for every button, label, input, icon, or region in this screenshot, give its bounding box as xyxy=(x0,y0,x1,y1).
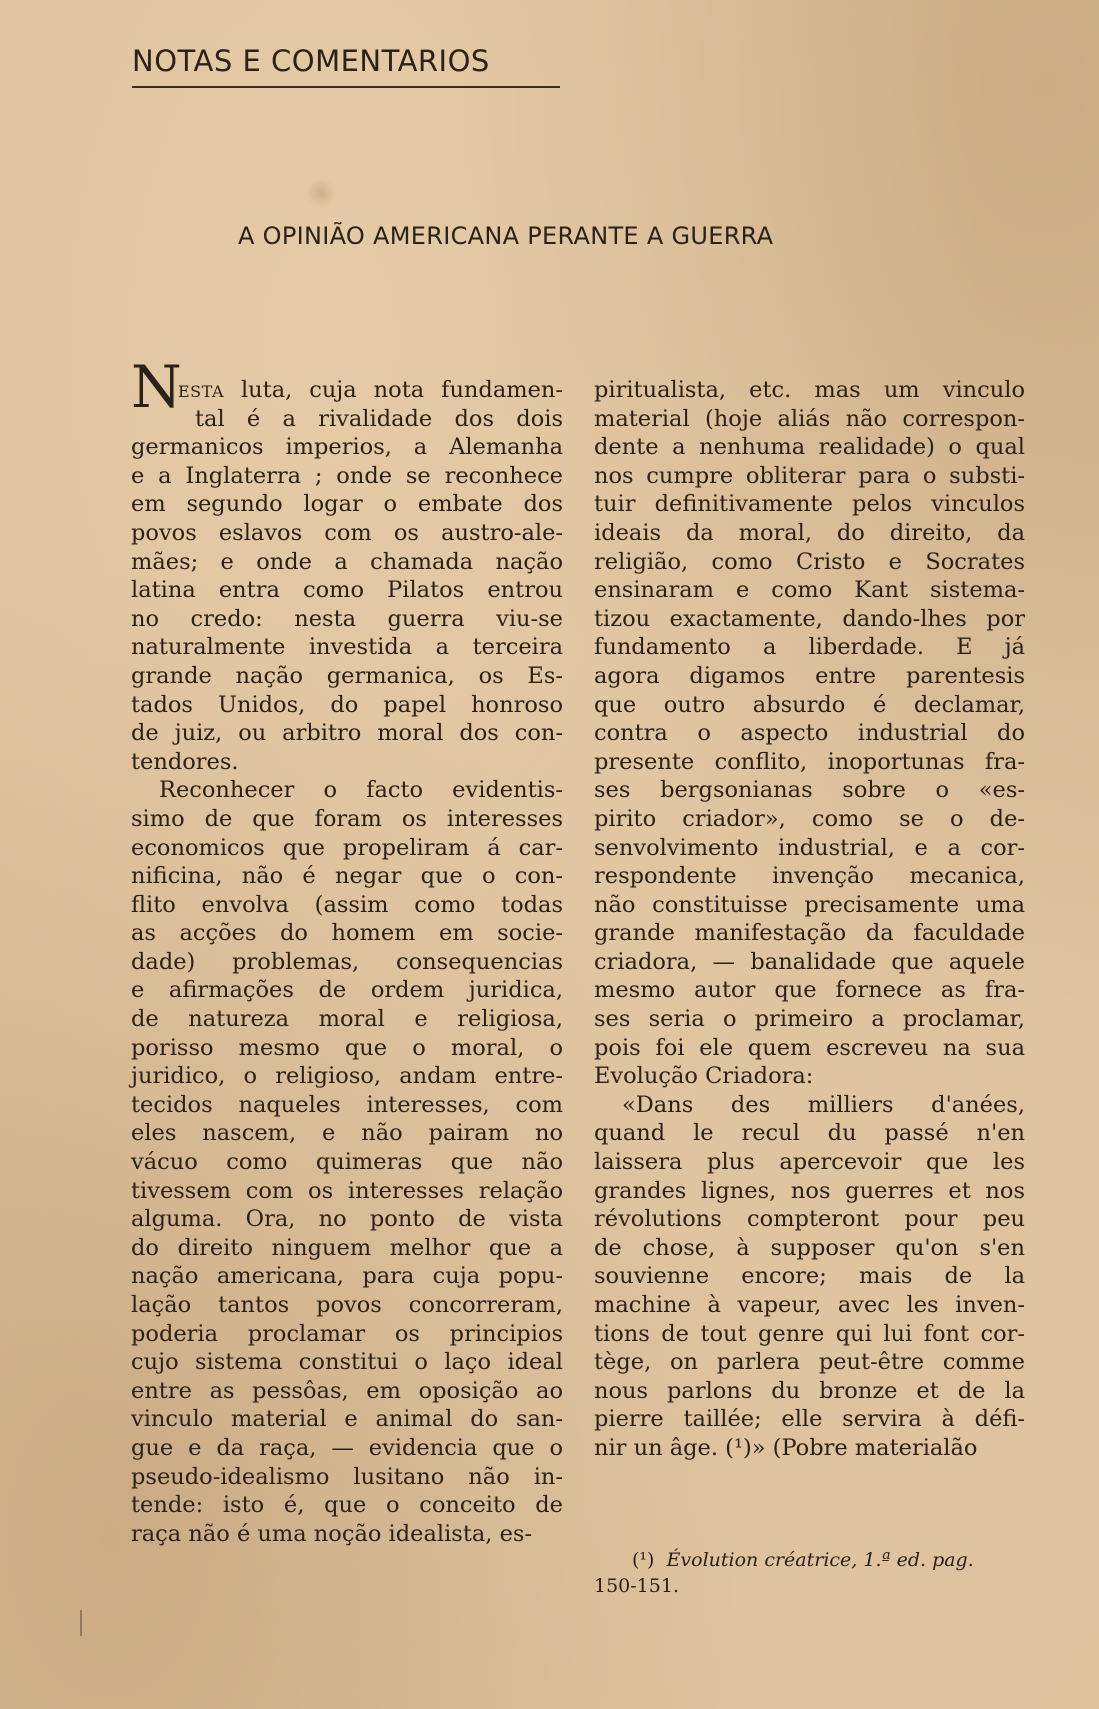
text-line: laissera plus apercevoir que les xyxy=(594,1149,1025,1176)
text-line: ses bergsonianas sobre o «es- xyxy=(594,777,1025,804)
text-line: pierre taillée; elle servira à défi- xyxy=(594,1406,1025,1433)
text-line: tuir definitivamente pelos vinculos xyxy=(594,491,1025,518)
text-line: grande nação germanica, os Es- xyxy=(131,662,563,689)
text-line: povos eslavos com os austro-ale- xyxy=(131,519,563,546)
text-line: cujo sistema constitui o laço ideal xyxy=(131,1349,563,1376)
text-line: religião, como Cristo e Socrates xyxy=(594,548,1025,575)
text-line: as acções do homem em socie- xyxy=(131,920,563,947)
text-line: juridico, o religioso, andam entre- xyxy=(131,1063,563,1090)
text-line: nos cumpre obliterar para o substi- xyxy=(594,462,1025,489)
text-line: eles nascem, e não pairam no xyxy=(131,1120,563,1147)
paper-stain xyxy=(306,178,336,208)
text-line: criadora, — banalidade que aquele xyxy=(594,948,1025,975)
right-column xyxy=(594,376,1025,1463)
first-line-text: luta, cuja nota fundamen- xyxy=(224,377,563,403)
article-title: A OPINIÃO AMERICANA PERANTE A GUERRA xyxy=(238,222,774,250)
footnote-text: Évolution créatrice, 1.ª ed. pag. xyxy=(666,1549,974,1571)
text-line: flito envolva (assim como todas xyxy=(131,891,563,918)
footnote xyxy=(594,1547,1025,1599)
text-line: senvolvimento industrial, e a cor- xyxy=(594,834,1025,861)
text-line: de natureza moral e religiosa, xyxy=(131,1006,563,1033)
text-line: pirito criador», como se o de- xyxy=(594,805,1025,832)
text-line: ensinaram e como Kant sistema- xyxy=(594,577,1025,604)
text-line: tège, on parlera peut-être comme xyxy=(594,1349,1025,1376)
text-line: ideais da moral, do direito, da xyxy=(594,519,1025,546)
margin-mark xyxy=(80,1610,82,1636)
text-line: latina entra como Pilatos entrou xyxy=(131,577,563,604)
text-line: grandes lignes, nos guerres et nos xyxy=(594,1177,1025,1204)
text-line: e afirmações de ordem juridica, xyxy=(131,977,563,1004)
text-line: material (hoje aliás não correspon- xyxy=(594,405,1025,432)
text-line: de chose, à supposer qu'on s'en xyxy=(594,1234,1025,1261)
text-line: tende: isto é, que o conceito de xyxy=(131,1492,563,1519)
text-line: dade) problemas, consequencias xyxy=(131,948,563,975)
text-line: Reconhecer o facto evidentis- xyxy=(159,777,563,804)
text-line: ses seria o primeiro a proclamar, xyxy=(594,1006,1025,1033)
text-line: vácuo como quimeras que não xyxy=(131,1149,563,1176)
section-header-rule xyxy=(132,86,560,88)
text-line: e a Inglaterra ; onde se reconhece xyxy=(131,462,563,489)
text-line: germanicos imperios, a Alemanha xyxy=(131,434,563,461)
text-line: mesmo autor que fornece as fra- xyxy=(594,977,1025,1004)
text-line: que outro absurdo é declamar, xyxy=(594,691,1025,718)
text-line: Evolução Criadora: xyxy=(594,1063,814,1090)
text-line: alguma. Ora, no ponto de vista xyxy=(131,1206,563,1233)
text-line: de juiz, ou arbitro moral dos con- xyxy=(131,720,563,747)
text-line: do direito ninguem melhor que a xyxy=(131,1234,563,1261)
first-word-smallcaps: ESTA xyxy=(178,382,224,401)
text-line: respondente invenção mecanica, xyxy=(594,863,1025,890)
text-line: souvienne encore; mais de la xyxy=(594,1263,1025,1290)
text-line: quand le recul du passé n'en xyxy=(594,1120,1025,1147)
text-line: machine à vapeur, avec les inven- xyxy=(594,1292,1025,1318)
text-line: raça não é uma noção idealista, es- xyxy=(131,1520,533,1547)
text-line: fundamento a liberdade. E já xyxy=(594,634,1025,661)
text-line: no credo: nesta guerra viu-se xyxy=(131,605,563,632)
text-line: tecidos naqueles interesses, com xyxy=(131,1091,563,1118)
text-line: révolutions compteront pour peu xyxy=(594,1206,1025,1233)
text-line: grande manifestação da faculdade xyxy=(594,920,1025,947)
text-line: porisso mesmo que o moral, o xyxy=(131,1034,563,1061)
text-line: pseudo-idealismo lusitano não in- xyxy=(131,1463,563,1490)
text-line: «Dans des milliers d'anées, xyxy=(622,1091,1025,1118)
text-line: tizou exactamente, dando-lhes por xyxy=(594,605,1025,632)
footnote-line-1 xyxy=(594,1547,1025,1573)
text-line: tivessem com os interesses relação xyxy=(131,1177,563,1204)
text-line: em segundo logar o embate dos xyxy=(131,491,563,518)
text-line: tados Unidos, do papel honroso xyxy=(131,691,563,718)
text-line: mães; e onde a chamada nação xyxy=(131,548,563,575)
text-line: economicos que propeliram á car- xyxy=(131,834,563,861)
text-line: pois foi ele quem escreveu na sua xyxy=(594,1034,1025,1061)
text-line: tions de tout genre qui lui font cor- xyxy=(594,1320,1025,1347)
text-line: contra o aspecto industrial do xyxy=(594,720,1025,747)
left-column xyxy=(131,376,563,1548)
text-line: vinculo material e animal do san- xyxy=(131,1406,563,1433)
footnote-line-2: 150-151. xyxy=(594,1575,679,1597)
text-line: nous parlons du bronze et de la xyxy=(594,1377,1025,1404)
footnote-marker: (¹) xyxy=(632,1549,655,1571)
text-line: tal é a rivalidade dos dois xyxy=(195,405,563,432)
text-line: poderia proclamar os principios xyxy=(131,1320,563,1347)
text-line: tendores. xyxy=(131,748,239,775)
text-line: dente a nenhuma realidade) o qual xyxy=(594,434,1025,461)
drop-cap: N xyxy=(131,353,182,421)
text-line: naturalmente investida a terceira xyxy=(131,634,563,661)
text-line: piritualista, etc. mas um vinculo xyxy=(594,377,1025,403)
text-line: gue e da raça, — evidencia que o xyxy=(131,1434,563,1461)
text-line: agora digamos entre parentesis xyxy=(594,662,1025,689)
text-line: nir un âge. (¹)» (Pobre materialão xyxy=(594,1434,978,1461)
text-line: lação tantos povos concorreram, xyxy=(131,1292,563,1318)
text-line: não constituisse precisamente uma xyxy=(594,891,1025,918)
text-line: entre as pessôas, em oposição ao xyxy=(131,1377,563,1404)
text-line: nação americana, para cuja popu- xyxy=(131,1263,563,1290)
text-line: nificina, não é negar que o con- xyxy=(131,863,563,890)
text-line: simo de que foram os interesses xyxy=(131,805,563,832)
text-line: presente conflito, inoportunas fra- xyxy=(594,748,1025,775)
section-header: NOTAS E COMENTARIOS xyxy=(132,44,490,78)
